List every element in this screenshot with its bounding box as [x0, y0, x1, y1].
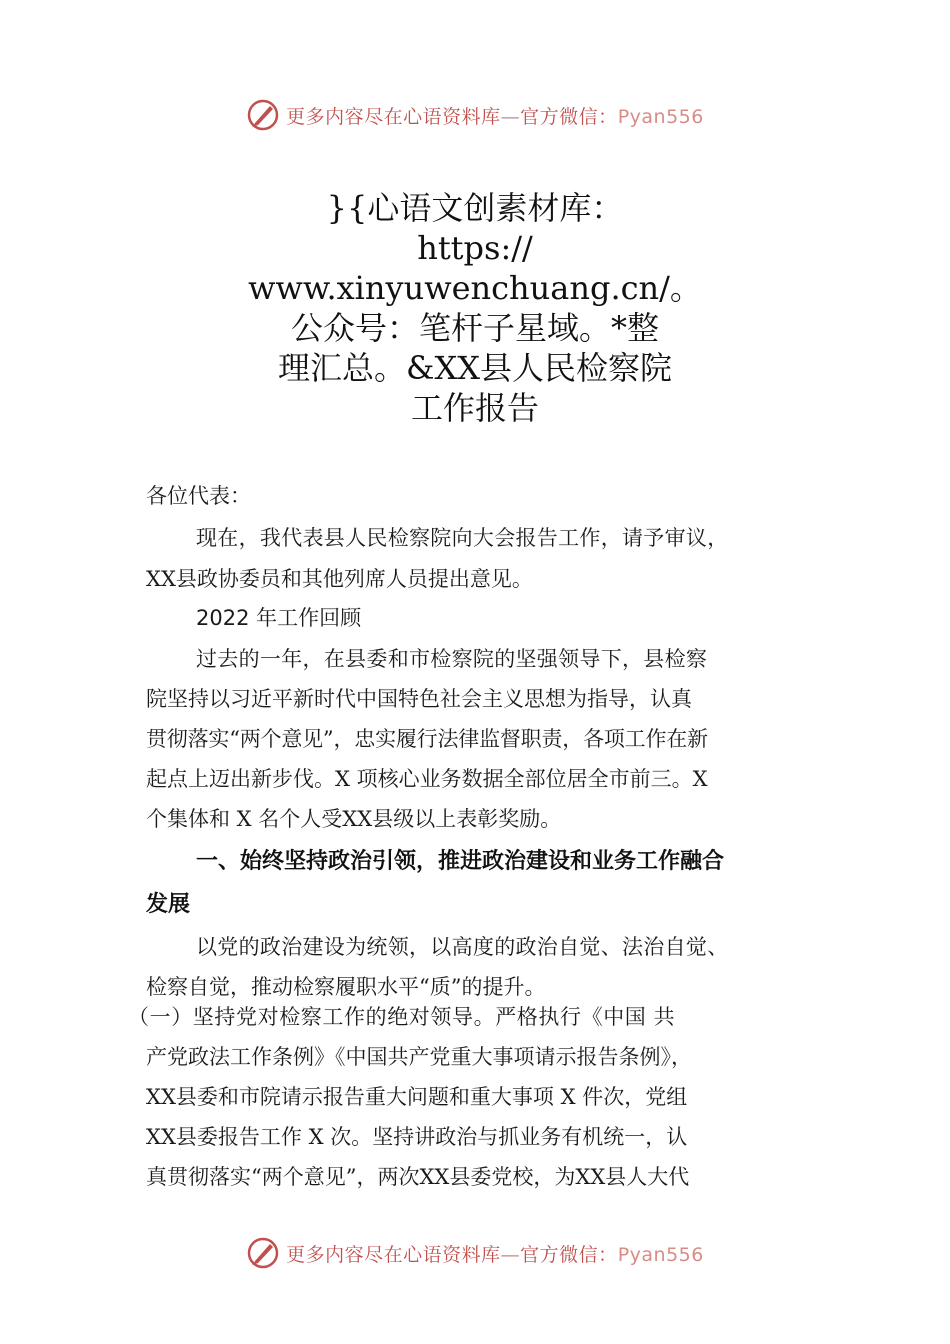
- section-heading: 2022 年工作回顾: [196, 606, 362, 630]
- footer-banner: [0, 1233, 950, 1273]
- salutation: 各位代表：: [146, 484, 251, 508]
- title-line: 工作报告: [410, 389, 539, 427]
- paragraph-line: 个集体和 X 名个人受XX县级以上表彰奖励。: [146, 807, 562, 831]
- paragraph-line: XX县委和市院请示报告重大问题和重大事项 X 件次，党组: [146, 1085, 688, 1109]
- document-title: [150, 188, 800, 428]
- title-line: 公众号：笔杆子星域。*整: [290, 309, 659, 347]
- paragraph-line: XX县政协委员和其他列席人员提出意见。: [146, 567, 533, 591]
- title-line: https://: [417, 229, 533, 267]
- paragraph-line: 过去的一年，在县委和市检察院的坚强领导下，县检察: [196, 647, 708, 671]
- paragraph-line: 起点上迈出新步伐。X 项核心业务数据全部位居全市前三。X: [146, 767, 708, 791]
- paragraph-line: （一）坚持党对检察工作的绝对领导。严格执行《中国 共: [128, 1005, 676, 1029]
- section-heading: 一、始终坚持政治引领，推进政治建设和业务工作融合: [196, 849, 725, 874]
- title-line: }{心语文创素材库：: [326, 189, 624, 227]
- paragraph-line: 院坚持以习近平新时代中国特色社会主义思想为指导，认真: [146, 687, 692, 711]
- paragraph-line: 真贯彻落实“两个意见”，两次XX县委党校，为XX县人大代: [146, 1165, 690, 1189]
- paragraph-line: 以党的政治建设为统领，以高度的政治自觉、法治自觉、: [196, 935, 729, 959]
- header-banner: [0, 95, 950, 135]
- pen-circle-logo-icon: [246, 98, 280, 132]
- pen-circle-logo-icon: [246, 1236, 280, 1270]
- title-line: www.xinyuwenchuang.cn/。: [248, 269, 702, 307]
- banner-text: 更多内容尽在心语资料库—官方微信：Pyan556: [286, 1243, 704, 1266]
- paragraph-line: XX县委报告工作 X 次。坚持讲政治与抓业务有机统一，认: [146, 1125, 688, 1149]
- paragraph-line: 检察自觉，推动检察履职水平“质”的提升。: [146, 975, 546, 999]
- title-line: 理汇总。&XX县人民检察院: [277, 349, 673, 387]
- section-heading: 发展: [146, 892, 191, 917]
- paragraph-line: 产党政法工作条例》《中国共产党重大事项请示报告条例》，: [146, 1045, 692, 1069]
- paragraph-line: 现在，我代表县人民检察院向大会报告工作，请予审议，: [196, 526, 729, 550]
- banner-text: 更多内容尽在心语资料库—官方微信：Pyan556: [286, 105, 704, 128]
- paragraph-line: 贯彻落实“两个意见”，忠实履行法律监督职责，各项工作在新: [146, 727, 708, 751]
